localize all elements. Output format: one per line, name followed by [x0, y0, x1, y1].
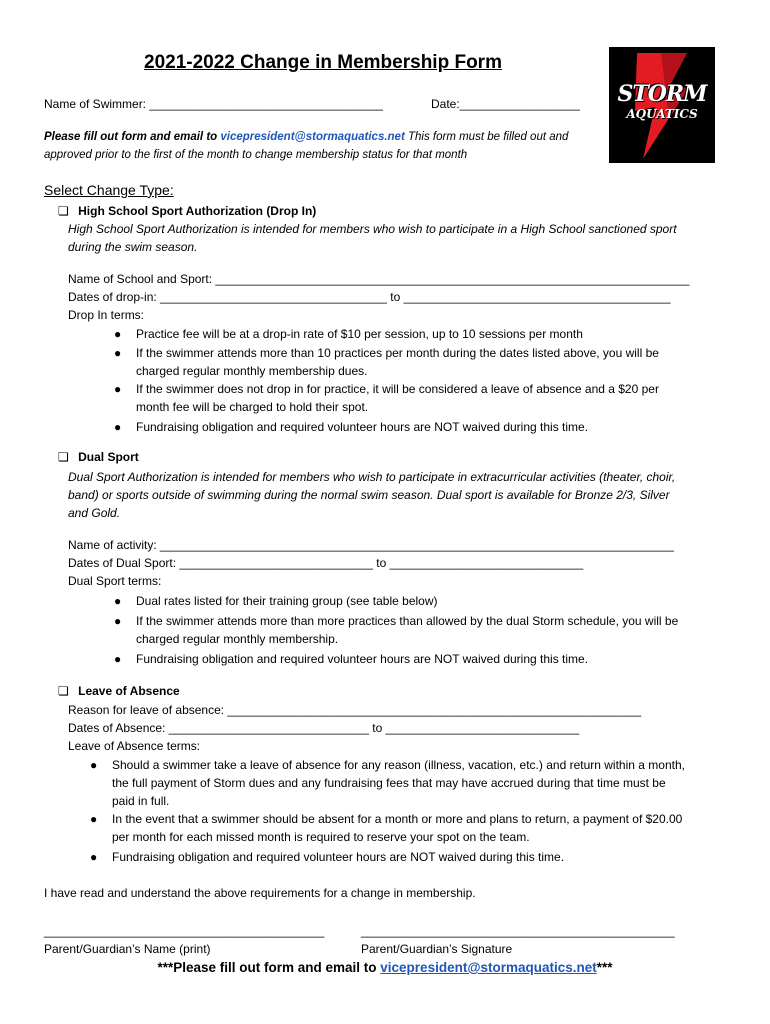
bullet-icon: ●	[90, 758, 98, 772]
guardian-name-label: Parent/Guardian’s Name (print)	[44, 942, 211, 956]
instructions-email-link[interactable]: vicepresident@stormaquatics.net	[220, 131, 405, 143]
footer-email-link[interactable]: vicepresident@stormaquatics.net	[380, 960, 597, 975]
drop-in-dates-field[interactable]: Dates of drop-in: __________________________________ to ________________________________________	[68, 290, 671, 304]
checkbox-icon[interactable]: ❏	[58, 684, 69, 698]
dual-sport-dates-field[interactable]: Dates of Dual Sport: _____________________________ to _____________________________	[68, 556, 584, 570]
drop-in-term-3-cont: month fee will be charged to hold their spot.	[136, 400, 369, 414]
footer-instructions: ***Please fill out form and email to vicepresident@stormaquatics.net***	[157, 960, 613, 975]
storm-aquatics-logo	[609, 47, 715, 163]
guardian-signature-field[interactable]: _______________________________________________	[361, 924, 675, 938]
leave-of-absence-option[interactable]	[58, 682, 180, 700]
bullet-icon: ●	[114, 614, 122, 628]
activity-name-field[interactable]: Name of activity: _____________________________________________________________________________	[68, 538, 674, 552]
leave-reason-field[interactable]: Reason for leave of absence: ______________________________________________________________	[68, 703, 642, 717]
leave-term-1-cont-1: the full payment of Storm dues and any fundraising fees that may have accrued during that time must be	[112, 776, 666, 790]
dual-sport-desc-2: band) or sports outside of swimming during the normal swim season. Dual sport is available for Bronze 2/3, Silver	[68, 488, 670, 502]
instructions-line-2: approved prior to the first of the month to change membership status for that month	[44, 149, 468, 161]
dual-sport-term-1: Dual rates listed for their training group (see table below)	[136, 594, 438, 608]
dual-sport-heading: Dual Sport	[78, 450, 139, 464]
drop-in-term-2: If the swimmer attends more than 10 practices per month during the dates listed above, you will be	[136, 346, 659, 360]
leave-term-2: In the event that a swimmer should be absent for a month or more and plans to return, a payment of $20.00	[112, 812, 683, 826]
bullet-icon: ●	[114, 594, 122, 608]
drop-in-term-2-cont: charged regular monthly membership dues.	[136, 364, 368, 378]
high-school-desc-2: during the swim season.	[68, 240, 198, 254]
leave-term-2-cont: per month for each missed month is required to reserve your spot on the team.	[112, 830, 530, 844]
acknowledgement-text: I have read and understand the above requirements for a change in membership.	[44, 886, 476, 900]
high-school-desc-1: High School Sport Authorization is intended for members who wish to participate in a High School sanctioned sport	[68, 222, 677, 236]
drop-in-term-1: Practice fee will be at a drop-in rate of $10 per session, up to 10 sessions per month	[136, 327, 583, 341]
leave-term-3: Fundraising obligation and required volunteer hours are NOT waived during this time.	[112, 850, 565, 864]
logo-text-aquatics: AQUATICS	[626, 107, 698, 121]
high-school-heading: High School Sport Authorization (Drop In)	[78, 204, 317, 218]
dual-sport-terms-label: Dual Sport terms:	[68, 574, 162, 588]
dual-sport-desc-3: and Gold.	[68, 506, 121, 520]
select-change-type-heading: Select Change Type:	[44, 182, 174, 198]
bullet-icon: ●	[90, 812, 98, 826]
bullet-icon: ●	[114, 346, 122, 360]
dual-sport-option[interactable]	[58, 448, 139, 466]
bullet-icon: ●	[90, 850, 98, 864]
guardian-name-field[interactable]: __________________________________________	[44, 924, 325, 938]
leave-term-1-cont-2: paid in full.	[112, 794, 170, 808]
instructions-line-1: Please fill out form and email to vicepresident@stormaquatics.net This form must be filled out and	[44, 131, 569, 143]
form-title: 2021-2022 Change in Membership Form	[144, 52, 502, 73]
absence-dates-field[interactable]: Dates of Absence: ______________________________ to _____________________________	[68, 721, 580, 735]
logo-text-storm: STORM	[617, 81, 707, 107]
drop-in-term-4: Fundraising obligation and required volunteer hours are NOT waived during this time.	[136, 420, 589, 434]
drop-in-terms-label: Drop In terms:	[68, 308, 145, 322]
leave-terms-label: Leave of Absence terms:	[68, 739, 201, 753]
leave-of-absence-heading: Leave of Absence	[78, 684, 180, 698]
checkbox-icon[interactable]: ❏	[58, 204, 69, 218]
bullet-icon: ●	[114, 420, 122, 434]
bullet-icon: ●	[114, 382, 122, 396]
dual-sport-term-2: If the swimmer attends more than more practices than allowed by the dual Storm schedule, you will be	[136, 614, 679, 628]
checkbox-icon[interactable]: ❏	[58, 450, 69, 464]
name-of-swimmer-label: Name of Swimmer: ___________________________________	[44, 97, 383, 111]
date-label: Date:__________________	[431, 97, 580, 111]
bullet-icon: ●	[114, 652, 122, 666]
leave-term-1: Should a swimmer take a leave of absence for any reason (illness, vacation, etc.) and return within a month,	[112, 758, 685, 772]
dual-sport-term-3: Fundraising obligation and required volunteer hours are NOT waived during this time.	[136, 652, 589, 666]
drop-in-term-3: If the swimmer does not drop in for practice, it will be considered a leave of absence and a $20 per	[136, 382, 659, 396]
high-school-option[interactable]	[58, 202, 316, 220]
guardian-signature-label: Parent/Guardian’s Signature	[361, 942, 513, 956]
bullet-icon: ●	[114, 327, 122, 341]
school-sport-field[interactable]: Name of School and Sport: _______________________________________________________________________	[68, 272, 690, 286]
date-field[interactable]	[431, 95, 580, 113]
dual-sport-term-2-cont: charged regular monthly membership.	[136, 632, 339, 646]
dual-sport-desc-1: Dual Sport Authorization is intended for members who wish to participate in extracurricular activities (theater, choir,	[68, 470, 676, 484]
name-of-swimmer-field[interactable]	[44, 95, 383, 113]
